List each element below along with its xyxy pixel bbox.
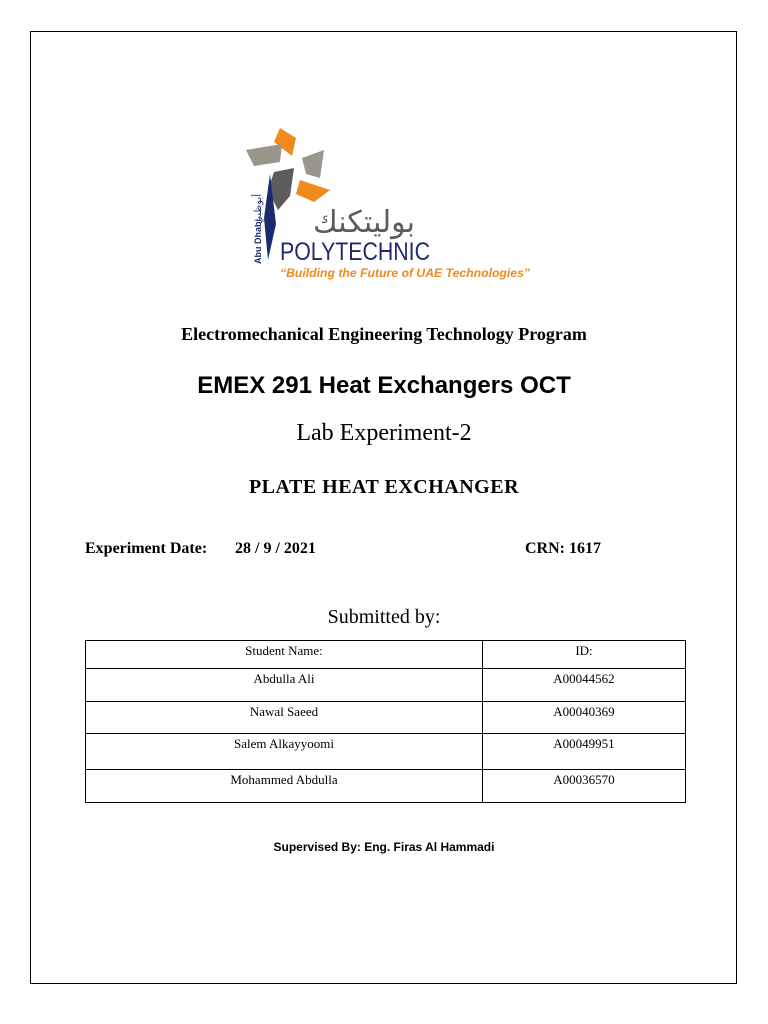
column-header-student-name: Student Name: [86, 641, 483, 669]
logo-shape-orange-right [296, 180, 330, 202]
experiment-info-row [85, 540, 645, 562]
logo-graphic [244, 128, 534, 284]
student-id-cell: A00036570 [483, 770, 686, 803]
logo-arabic-city: أبوظبي [253, 193, 264, 224]
crn-number: CRN: 1617 [525, 540, 601, 557]
logo-shape-gray-left [246, 144, 282, 166]
table-row [86, 702, 686, 734]
logo-name: POLYTECHNIC [280, 238, 430, 266]
supervised-by: Supervised By: Eng. Firas Al Hammadi [273, 840, 495, 854]
table-row [86, 669, 686, 702]
column-header-id: ID: [483, 641, 686, 669]
students-table [85, 640, 686, 803]
student-name-cell: Abdulla Ali [86, 669, 483, 702]
logo-shape-gray-right [302, 150, 324, 178]
table-row [86, 770, 686, 803]
logo-city: Abu Dhabi [253, 219, 263, 264]
experiment-date-label: Experiment Date: [85, 540, 208, 557]
course-title: EMEX 291 Heat Exchangers OCT [197, 372, 571, 399]
student-id-cell: A00044562 [483, 669, 686, 702]
student-id-cell: A00040369 [483, 702, 686, 734]
polytechnic-logo [244, 128, 534, 284]
experiment-title: PLATE HEAT EXCHANGER [248, 476, 520, 498]
lab-experiment-number: Lab Experiment-2 [296, 420, 472, 446]
experiment-date-value: 28 / 9 / 2021 [235, 540, 316, 557]
student-id-cell: A00049951 [483, 734, 686, 770]
program-title: Electromechanical Engineering Technology Program [181, 324, 587, 344]
table-header-row [86, 641, 686, 669]
student-name-cell: Salem Alkayyoomi [86, 734, 483, 770]
student-name-cell: Nawal Saeed [86, 702, 483, 734]
logo-tagline: “Building the Future of UAE Technologies” [280, 266, 530, 280]
table-row [86, 734, 686, 770]
student-name-cell: Mohammed Abdulla [86, 770, 483, 803]
logo-arabic-name: بوليتكنك [313, 205, 415, 240]
submitted-by-heading: Submitted by: [327, 606, 441, 628]
